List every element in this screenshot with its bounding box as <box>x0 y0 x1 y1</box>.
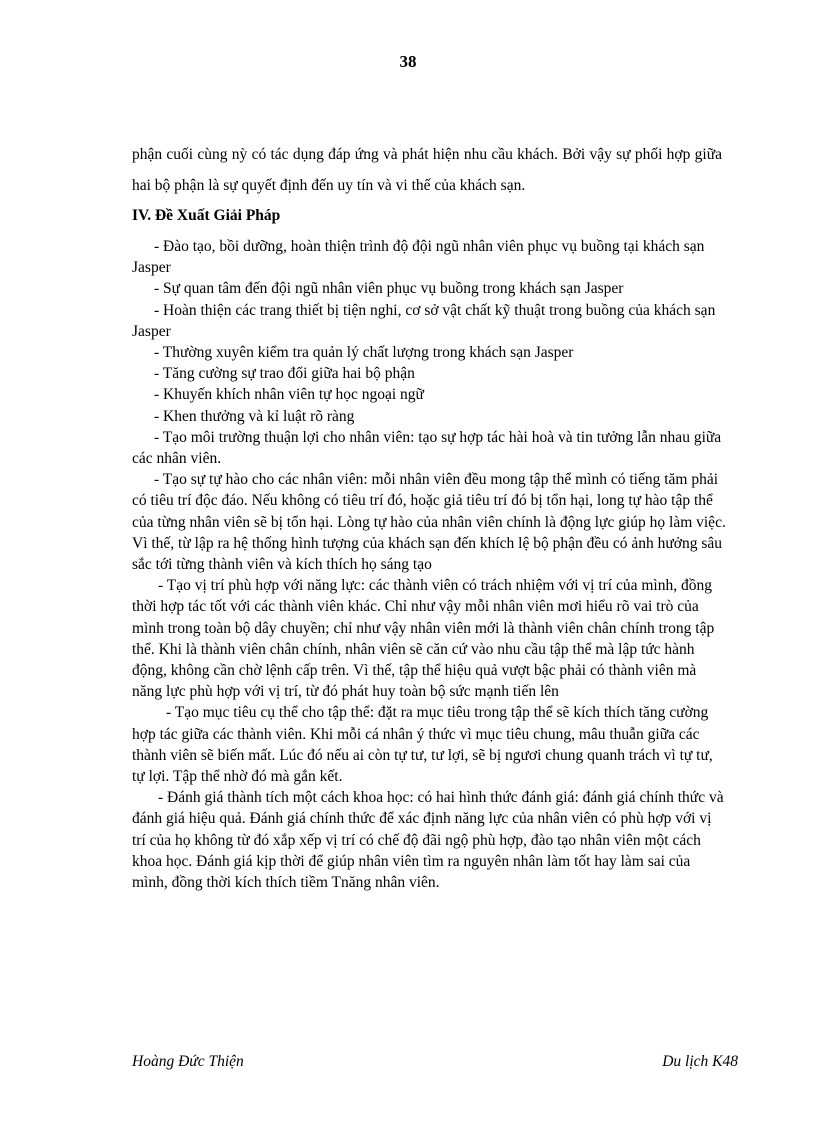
page-number: 38 <box>399 52 417 71</box>
intro-paragraph: phận cuối cùng nỳ có tác dụng đáp ứng và phát hiện nhu cầu khách. Bởi vậy sự phối hợp giữa hai bộ phận là sự quyết định đến uy tín và vi thế của khách sạn. <box>132 146 722 194</box>
bullet-paragraph: - Sự quan tâm đến đội ngũ nhân viên phục vụ buồng trong khách sạn Jasper <box>154 280 624 298</box>
bullet-paragraph: - Đào tạo, bồi dưỡng, hoàn thiện trình độ đội ngũ nhân viên phục vụ buồng tại khách sạn Jasper <box>132 238 705 277</box>
section-heading: IV. Đề Xuất Giải Pháp <box>132 207 281 224</box>
bullet-paragraph: - Thường xuyên kiểm tra quản lý chất lượng trong khách sạn Jasper <box>154 344 574 362</box>
bullet-paragraph: - Tạo môi trường thuận lợi cho nhân viên: tạo sự hợp tác hài hoà và tin tưởng lẫn nhau giữa các nhân viên. <box>132 428 722 468</box>
bullet-paragraph: - Tạo vị trí phù hợp với năng lực: các thành viên có trách nhiệm với vị trí của mình, đồng thời hợp tác tốt với các thành viên khác. Chỉ như vậy mỗi nhân viên mơi hiểu rõ vai trò của mình trong toàn bộ dây chuyền; chỉ như vậy nhân viên mới là thành viên chân chính trong tập thể. Khi là thành viên chân chính, nhân viên sẽ căn cứ vào nhu cầu tập thể mà lập tức hành động, không cần chờ lệnh cấp trên. Vì thế, tập thể hiệu quả vượt bậc phải có thành viên mà năng lực phù hợp với vị trí, từ đó phát huy toàn bộ sức mạnh tiến lên <box>132 577 715 701</box>
footer-author: Hoàng Đức Thiện <box>132 1053 244 1070</box>
bullet-paragraph: - Tạo mục tiêu cụ thể cho tập thể: đặt ra mục tiêu trong tập thể sẽ kích thích tăng cường hợp tác giữa các thành viên. Khi mỗi cá nhân ý thức vì mục tiêu chung, mâu thuẫn giữa các thành viên sẽ biến mất. Lúc đó nếu ai còn tự tư, tư lợi, sẽ bị ngươi chung quanh trách vì tự tư, tự lợi. Tập thể nhờ đó mà gắn kết. <box>132 704 713 786</box>
bullet-paragraph: - Hoàn thiện các trang thiết bị tiện nghi, cơ sở vật chất kỹ thuật trong buồng của khách sạn Jasper <box>132 301 716 340</box>
bullet-paragraph: - Tạo sự tự hào cho các nhân viên: mỗi nhân viên đều mong tập thể mình có tiếng tăm phải có tiêu trí độc đáo. Nếu không có tiêu trí đó, hoặc giả tiêu trí đó bị tổn hại, long tự hào tập thể của từng nhân viên sẽ bị tổn hại. Lòng tự hào của nhân viên chính là động lực giúp họ làm việc. Vì thế, từ lập ra hệ thống hình tượng của khách sạn đến khích lệ bộ phận đều có ảnh hưởng sâu sắc tới từng thành viên và kích thích họ sáng tạo <box>132 471 726 574</box>
bullet-paragraph: - Tăng cường sự trao đổi giữa hai bộ phận <box>154 365 415 383</box>
bullet-paragraph: - Khuyến khích nhân viên tự học ngoại ngữ <box>154 386 424 404</box>
body-text <box>132 236 728 893</box>
bullet-paragraph: - Khen thưởng và kỉ luật rõ ràng <box>154 407 355 425</box>
footer-class: Du lịch K48 <box>662 1053 738 1070</box>
bullet-paragraph: - Đánh giá thành tích một cách khoa học: có hai hình thức đánh giá: đánh giá chính thức và đánh giá hiệu quả. Đánh giá chính thức để xác định năng lực của nhân viên có phù hợp với vị trí của họ không từ đó xắp xếp vị trí có chế độ đãi ngộ phù hợp, đào tạo nhân viên một cách khoa học. Đánh giá kịp thời để giúp nhân viên tìm ra nguyên nhân làm tốt hay làm sai của mình, đồng thời kích thích tiềm Tnăng nhân viên. <box>132 789 724 892</box>
